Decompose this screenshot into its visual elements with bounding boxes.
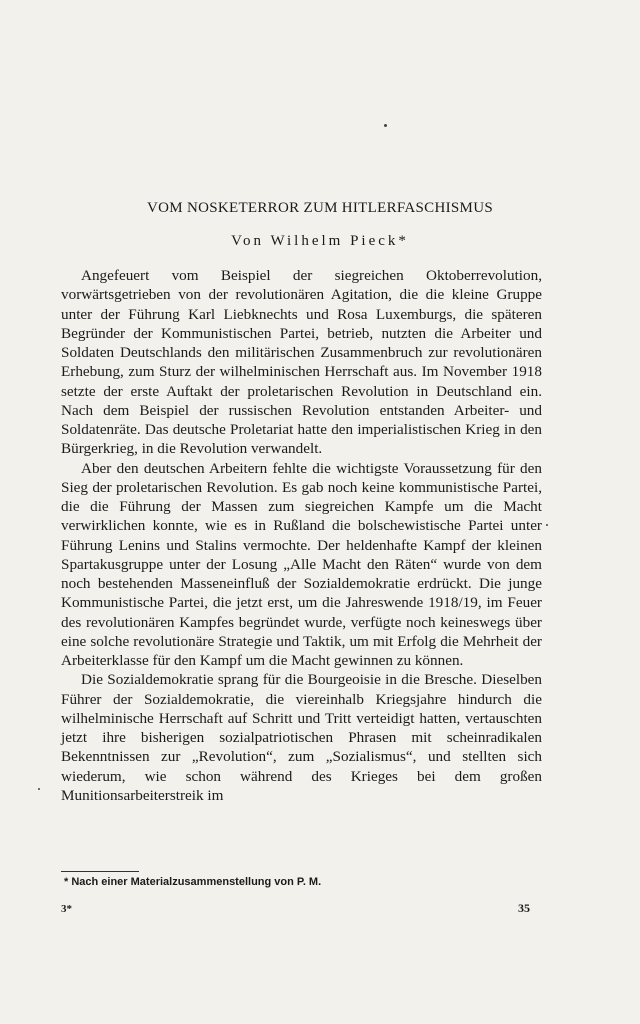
article-author: Von Wilhelm Pieck* (231, 233, 409, 249)
article-body (61, 266, 542, 805)
paragraph: Die Sozialdemokratie sprang für die Bourgeoisie in die Bresche. Dieselben Führer der Sozialdemokratie, die viereinhalb Kriegsjahre hindurch die wilhelminische Herrschaft auf Schritt und Tritt verteidigt hatten, vertauschten jetzt ihre bisherigen sozialpatriotischen Phrasen mit scheinradikalen Bekenntnissen zur „Revolution“, zum „Sozialismus“, und stellten sich wiederum, wie schon während des Krieges bei dem großen Munitionsarbeiterstreik im (61, 671, 542, 804)
dust-speck (38, 788, 40, 790)
paragraph: Aber den deutschen Arbeitern fehlte die wichtigste Voraussetzung für den Sieg der proletarischen Revolution. Es gab noch keine kommunistische Partei, die die Führung der Massen zum siegreichen Kampfe um die Macht verwirklichen konnte, wie es in Rußland die bolschewistische Partei unter Führung Lenins und Stalins vermochte. Der heldenhafte Kampf der kleinen Spartakusgruppe unter der Losung „Alle Macht den Räten“ wurde von dem noch bestehenden Masseneinfluß der Sozialdemokratie erdrückt. Die junge Kommunistische Partei, die jetzt erst, um die Jahreswende 1918/19, im Feuer des revolutionären Kampfes begründet wurde, verfügte noch keineswegs über eine solche revolutionäre Strategie und Taktik, um mit Erfolg die Mehrheit der Arbeiterklasse für den Kampf um die Macht gewinnen zu können. (61, 459, 542, 669)
footnote-divider (61, 871, 139, 872)
dust-speck (384, 124, 387, 127)
signature-mark: 3* (61, 903, 72, 915)
article-title: VOM NOSKETERROR ZUM HITLERFASCHISMUS (147, 200, 493, 216)
dust-speck (546, 524, 548, 526)
footnote: * Nach einer Materialzusammenstellung von P. M. (64, 876, 322, 888)
paragraph: Angefeuert vom Beispiel der siegreichen Oktoberrevolution, vorwärtsgetrieben von der revolutionären Agitation, die die kleine Gruppe unter der Führung Karl Liebknechts und Rosa Luxemburgs, die späteren Begründer der Kommunistischen Partei, betrieb, nutzten die Arbeiter und Soldaten Deutschlands den militärischen Zusammenbruch zur revolutionären Erhebung, zum Sturz der wilhelminischen Herrschaft aus. Im November 1918 setzte der erste Auftakt der proletarischen Revolution in Deutschland ein. Nach dem Beispiel der russischen Revolution entstanden Arbeiter- und Soldatenräte. Das deutsche Proletariat hatte den imperialistischen Krieg in den Bürgerkrieg, in die Revolution verwandelt. (61, 267, 542, 458)
page-number: 35 (518, 901, 530, 915)
